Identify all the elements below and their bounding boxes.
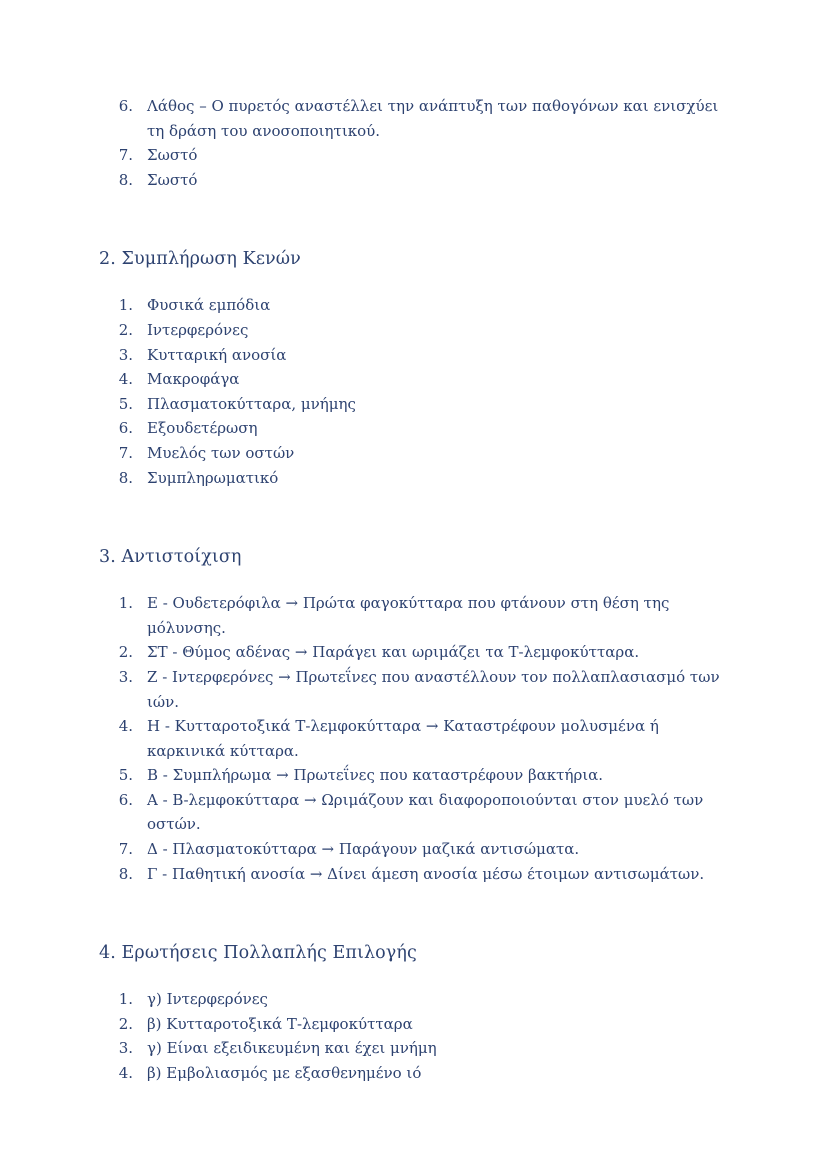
list-item-number: 7.: [118, 443, 133, 462]
list-item-text: Μυελός των οστών: [147, 443, 295, 462]
list-item: [99, 763, 739, 788]
list-item-text: γ) Ιντερφερόνες: [147, 990, 268, 1009]
list-item-number: 1.: [118, 296, 133, 315]
list-item-text: Γ - Παθητική ανοσία → Δίνει άμεση ανοσία μέσω έτοιμων αντισωμάτων.: [147, 864, 705, 883]
list-item-text: Συμπληρωματικό: [147, 468, 279, 487]
list-item-number: 6.: [118, 790, 133, 809]
list-item-number: 4.: [118, 370, 133, 389]
list-item-number: 7.: [118, 840, 133, 859]
list-item: [99, 143, 739, 168]
document-content: [99, 94, 739, 1086]
list-item: [99, 862, 739, 887]
list-item: [99, 94, 739, 143]
section-heading: 3. Αντιστοίχιση: [99, 547, 242, 568]
list-item-number: 8.: [118, 468, 133, 487]
list-item-text: β) Κυτταροτοξικά Τ-λεμφοκύτταρα: [147, 1014, 413, 1033]
list-item: [99, 1036, 739, 1061]
list-item: [99, 714, 739, 763]
list-item-number: 3.: [118, 1039, 133, 1058]
list-item-number: 2.: [118, 643, 133, 662]
list-item-number: 6.: [118, 419, 133, 438]
list-item-text: Ιντερφερόνες: [147, 320, 249, 339]
document-section: [99, 545, 739, 886]
list-item-text: Λάθος – Ο πυρετός αναστέλλει την ανάπτυξη των παθογόνων και ενισχύει τη δράση του ανοσοποιητικού.: [147, 97, 719, 140]
spacer: [99, 965, 739, 987]
list-item: [99, 416, 739, 441]
list-item: [99, 1061, 739, 1086]
list-item-text: Κυτταρική ανοσία: [147, 345, 287, 364]
list-item: [99, 293, 739, 318]
continued-answer-list: [99, 94, 739, 192]
list-item-text: Φυσικά εμπόδια: [147, 296, 271, 315]
section-heading: 2. Συμπλήρωση Κενών: [99, 249, 301, 270]
document-section: [99, 247, 739, 490]
section-answer-list: [99, 293, 739, 490]
list-item-text: γ) Είναι εξειδικευμένη και έχει μνήμη: [147, 1039, 437, 1058]
list-item-text: Πλασματοκύτταρα, μνήμης: [147, 394, 356, 413]
list-item: [99, 318, 739, 343]
spacer: [99, 569, 739, 591]
list-item-number: 3.: [118, 667, 133, 686]
list-item: [99, 441, 739, 466]
list-item: [99, 788, 739, 837]
list-item-number: 2.: [118, 320, 133, 339]
list-item-text: Σωστό: [147, 170, 198, 189]
section-answer-list: [99, 987, 739, 1085]
list-item: [99, 837, 739, 862]
list-item-number: 1.: [118, 594, 133, 613]
list-item-text: Μακροφάγα: [147, 370, 240, 389]
list-item-text: Α - Β-λεμφοκύτταρα → Ωριμάζουν και διαφοροποιούνται στον μυελό των οστών.: [147, 790, 704, 834]
list-item: [99, 665, 739, 714]
list-item-text: Ζ - Ιντερφερόνες → Πρωτεΐνες που αναστέλλουν τον πολλαπλασιασμό των ιών.: [147, 667, 720, 711]
list-item-number: 4.: [118, 1064, 133, 1083]
list-item-number: 2.: [118, 1014, 133, 1033]
list-item: [99, 367, 739, 392]
spacer: [99, 886, 739, 941]
list-item-number: 8.: [118, 864, 133, 883]
list-item: [99, 591, 739, 640]
list-item-text: Δ - Πλασματοκύτταρα → Παράγουν μαζικά αντισώματα.: [147, 840, 580, 859]
list-item-text: Σωστό: [147, 146, 198, 165]
list-item-number: 4.: [118, 717, 133, 736]
spacer: [99, 490, 739, 545]
document-section: [99, 941, 739, 1085]
list-item-number: 3.: [118, 345, 133, 364]
list-item: [99, 168, 739, 193]
sections-container: [99, 192, 739, 1085]
list-item: [99, 392, 739, 417]
list-item-text: β) Εμβολιασμός με εξασθενημένο ιό: [147, 1064, 422, 1083]
list-item-number: 6.: [118, 97, 133, 115]
section-heading: 4. Ερωτήσεις Πολλαπλής Επιλογής: [99, 943, 417, 964]
list-item-text: Εξουδετέρωση: [147, 419, 258, 438]
spacer: [99, 192, 739, 247]
list-item: [99, 987, 739, 1012]
section-answer-list: [99, 591, 739, 886]
list-item-text: ΣΤ - Θύμος αδένας → Παράγει και ωριμάζει τα Τ-λεμφοκύτταρα.: [147, 643, 640, 662]
list-item-number: 5.: [118, 394, 133, 413]
spacer: [99, 271, 739, 293]
list-item-number: 5.: [118, 766, 133, 785]
list-item-text: Η - Κυτταροτοξικά Τ-λεμφοκύτταρα → Καταστρέφουν μολυσμένα ή καρκινικά κύτταρα.: [147, 717, 659, 760]
list-item: [99, 640, 739, 665]
list-item: [99, 466, 739, 491]
list-item: [99, 343, 739, 368]
list-item-number: 8.: [118, 170, 133, 189]
list-item-text: Β - Συμπλήρωμα → Πρωτεΐνες που καταστρέφουν βακτήρια.: [147, 766, 604, 785]
list-item: [99, 1012, 739, 1037]
list-item-text: Ε - Ουδετερόφιλα → Πρώτα φαγοκύτταρα που φτάνουν στη θέση της μόλυνσης.: [147, 594, 670, 637]
list-item-number: 7.: [118, 146, 133, 165]
list-item-number: 1.: [118, 990, 133, 1009]
